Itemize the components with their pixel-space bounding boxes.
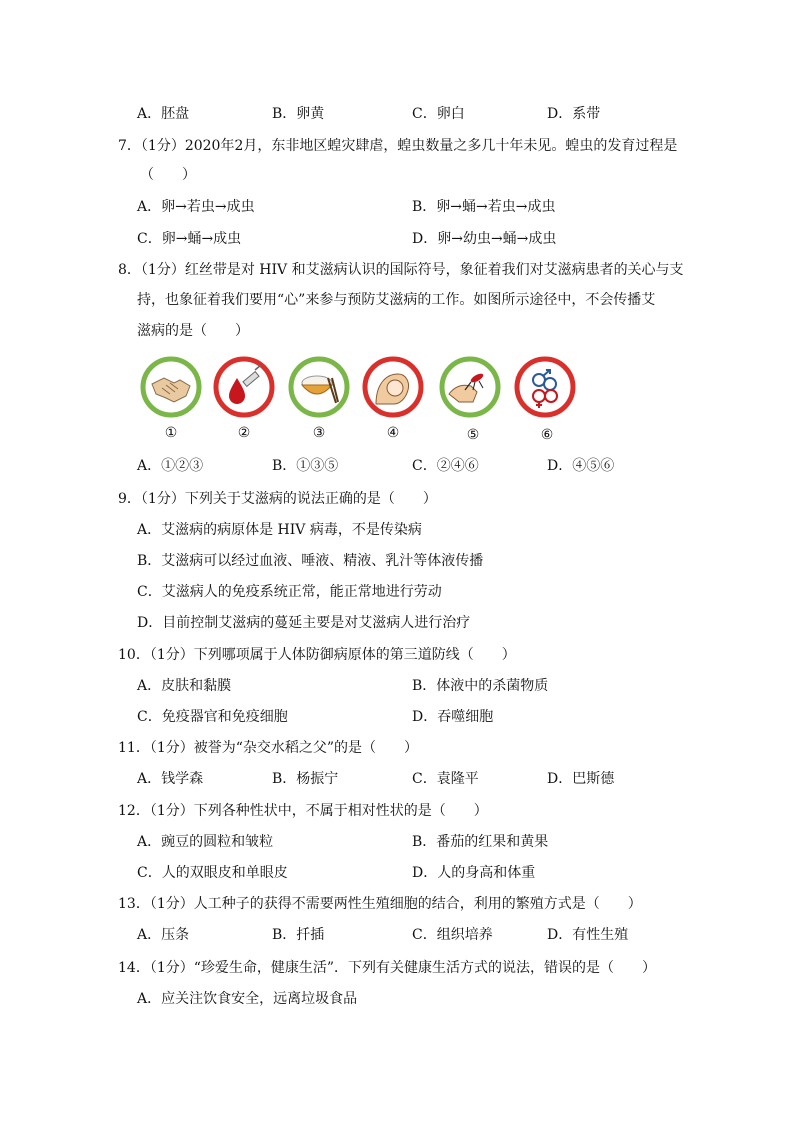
q9-option-a: A．艾滋病的病原体是 HIV 病毒，不是传染病	[137, 522, 422, 538]
q8-option-d: D．④⑤⑥	[547, 458, 615, 474]
q13-option-a: A．压条	[137, 927, 190, 943]
q8-stem-line3: 滋病的是（ ）	[137, 323, 249, 339]
image-number-4: ④	[386, 425, 400, 441]
q6-option-c: C．卵白	[412, 106, 465, 122]
gender-symbols-icon	[514, 356, 576, 418]
handshake-icon	[140, 356, 202, 418]
mother-baby-icon	[362, 356, 424, 418]
image-number-3: ③	[312, 425, 326, 441]
q7-stem-line1: 7．（1分）2020年2月，东非地区蝗灾肆虐，蝗虫数量之多几十年未见。蝗虫的发育过程是	[118, 138, 678, 154]
q11-stem: 11．（1分）被誉为“杂交水稻之父”的是（ ）	[118, 740, 419, 756]
q7-option-c: C．卵→蛹→成虫	[137, 231, 242, 247]
q11-option-c: C．袁隆平	[412, 771, 479, 787]
q12-stem: 12．（1分）下列各种性状中，不属于相对性状的是（ ）	[118, 803, 488, 819]
q7-option-b: B．卵→蛹→若虫→成虫	[412, 199, 556, 215]
q9-option-c: C．艾滋病人的免疫系统正常，能正常地进行劳动	[137, 584, 442, 600]
blood-syringe-icon	[213, 356, 275, 418]
q12-option-b: B．番茄的红果和黄果	[412, 834, 549, 850]
q10-option-a: A．皮肤和黏膜	[137, 678, 232, 694]
q6-option-d: D．系带	[547, 106, 601, 122]
q9-option-d: D．目前控制艾滋病的蔓延主要是对艾滋病人进行治疗	[137, 615, 471, 631]
q12-option-d: D．人的身高和体重	[412, 865, 536, 881]
q8-stem-line1: 8．（1分）红丝带是对 HIV 和艾滋病认识的国际符号，象征着我们对艾滋病患者的关心与支	[118, 262, 684, 278]
q8-option-a: A．①②③	[137, 458, 204, 474]
mosquito-bite-icon	[439, 356, 501, 418]
q8-option-c: C．②④⑥	[412, 458, 479, 474]
q12-option-a: A．豌豆的圆粒和皱粒	[137, 834, 274, 850]
q6-option-b: B．卵黄	[272, 106, 325, 122]
q13-option-d: D．有性生殖	[547, 927, 629, 943]
q10-option-d: D．吞噬细胞	[412, 709, 494, 725]
q10-stem: 10．（1分）下列哪项属于人体防御病原体的第三道防线（ ）	[118, 647, 516, 663]
q7-stem-line2: （ ）	[140, 167, 196, 183]
image-number-6: ⑥	[540, 427, 554, 443]
q8-option-b: B．①③⑤	[272, 458, 339, 474]
q11-option-b: B．杨振宁	[272, 771, 339, 787]
rice-bowl-chopsticks-icon	[288, 356, 350, 418]
image-number-2: ②	[237, 425, 251, 441]
q9-option-b: B．艾滋病可以经过血液、唾液、精液、乳汁等体液传播	[137, 553, 484, 569]
q9-stem: 9．（1分）下列关于艾滋病的说法正确的是（ ）	[118, 491, 437, 507]
q14-option-a: A．应关注饮食安全，远离垃圾食品	[137, 991, 358, 1007]
q8-stem-line2: 持，也象征着我们要用“心”来参与预防艾滋病的工作。如图所示途径中，不会传播艾	[137, 292, 656, 308]
q13-option-b: B．扦插	[272, 927, 325, 943]
q12-option-c: C．人的双眼皮和单眼皮	[137, 865, 288, 881]
q7-option-a: A．卵→若虫→成虫	[137, 199, 255, 215]
q6-option-a: A．胚盘	[137, 106, 190, 122]
q10-option-b: B．体液中的杀菌物质	[412, 678, 549, 694]
q13-option-c: C．组织培养	[412, 927, 493, 943]
q11-option-a: A．钱学森	[137, 771, 204, 787]
q11-option-d: D．巴斯德	[547, 771, 615, 787]
image-number-5: ⑤	[466, 427, 480, 443]
q13-stem: 13．（1分）人工种子的获得不需要两性生殖细胞的结合，利用的繁殖方式是（ ）	[118, 896, 642, 912]
q7-option-d: D．卵→幼虫→蛹→成虫	[412, 231, 557, 247]
q14-stem: 14．（1分）“珍爱生命，健康生活”．下列有关健康生活方式的说法，错误的是（ ）	[118, 960, 657, 976]
q10-option-c: C．免疫器官和免疫细胞	[137, 709, 288, 725]
image-number-1: ①	[164, 425, 178, 441]
